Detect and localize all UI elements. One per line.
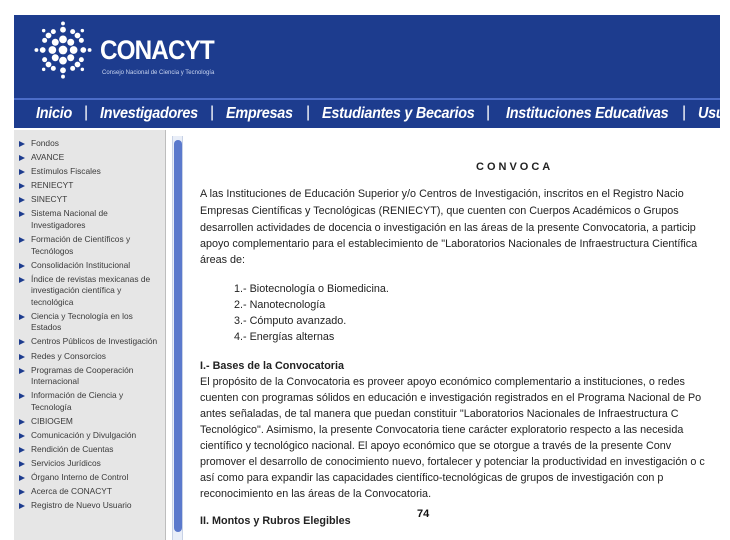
arrow-bullet-icon — [19, 433, 25, 439]
section-2-title: II. Montos y Rubros Elegibles — [200, 515, 351, 527]
intro-line: áreas de: — [200, 254, 246, 266]
area-item: 4.- Energías alternas — [234, 331, 335, 343]
sidebar-item[interactable] — [14, 152, 166, 164]
arrow-bullet-icon — [19, 263, 25, 269]
nav-estudiantes-becarios[interactable]: Estudiantes y Becarios — [322, 105, 475, 122]
sidebar-item[interactable] — [14, 311, 166, 334]
area-item: 3.- Cómputo avanzado. — [234, 315, 347, 327]
sidebar-item[interactable] — [14, 166, 166, 178]
sidebar-item-label: RENIECYT — [31, 180, 74, 191]
sidebar-item[interactable] — [14, 336, 166, 348]
sidebar-item-label: Estímulos Fiscales — [31, 166, 101, 177]
intro-line: apoyo complementario para el establecimiento de "Laboratorios Nacionales de Infraestructura Científica — [200, 238, 698, 250]
sidebar-item-label: Fondos — [31, 138, 59, 148]
section-1-line: antes señaladas, de tal manera que puedan constituir "Laboratorios Nacionales de Infraestructura C — [200, 408, 679, 420]
sidebar-item[interactable] — [14, 365, 166, 388]
arrow-bullet-icon — [19, 169, 25, 175]
intro-line: desarrollen actividades de docencia o investigación en las áreas de la presente Convocatoria, a particip — [200, 222, 696, 234]
nav-separator: | — [682, 104, 687, 121]
sidebar-item[interactable] — [14, 500, 166, 512]
section-1-title: I.- Bases de la Convocatoria — [200, 360, 345, 372]
sidebar-item[interactable] — [14, 234, 166, 257]
arrow-bullet-icon — [19, 211, 25, 217]
sidebar-item[interactable] — [14, 486, 166, 498]
sidebar-item-label: Programas de Cooperación Internacional — [31, 364, 134, 387]
sidebar-item[interactable] — [14, 180, 166, 192]
sidebar-item-label: AVANCE — [31, 152, 65, 163]
arrow-bullet-icon — [19, 197, 25, 203]
sidebar-item[interactable] — [14, 458, 166, 470]
conacyt-logo[interactable] — [34, 21, 234, 93]
nav-investigadores[interactable]: Investigadores — [100, 105, 198, 122]
arrow-bullet-icon — [19, 354, 25, 360]
main-content — [168, 130, 720, 540]
sidebar-item[interactable] — [14, 208, 166, 231]
vertical-scrollbar[interactable] — [172, 136, 183, 540]
sidebar-item-label: Centros Públicos de Investigación — [31, 336, 158, 347]
arrow-bullet-icon — [19, 393, 25, 399]
sidebar-item[interactable] — [14, 194, 166, 206]
sidebar-item-label: Acerca de CONACYT — [31, 486, 112, 497]
section-1-line: promover el desarrollo de conocimiento nuevo, fortalecer y potenciar la productividad en investigación o c — [200, 456, 705, 468]
sidebar-item-label: Rendición de Cuentas — [31, 444, 114, 454]
section-1-line: reconocimiento en las áreas de la Convocatoria. — [200, 488, 432, 500]
sidebar-item-label: Información de Ciencia y Tecnología — [31, 390, 124, 412]
sidebar-item-label: Registro de Nuevo Usuario — [31, 500, 132, 511]
sidebar-list — [14, 138, 166, 514]
sidebar-item-label: CIBIOGEM — [31, 415, 73, 426]
arrow-bullet-icon — [19, 183, 25, 189]
nav-separator: | — [84, 104, 89, 121]
arrow-bullet-icon — [19, 141, 25, 147]
arrow-bullet-icon — [19, 419, 25, 425]
intro-line: A las Instituciones de Educación Superior y/o Centros de Investigación, inscritos en el Registro Nacio — [200, 188, 684, 200]
sidebar-menu — [14, 130, 166, 540]
arrow-bullet-icon — [19, 489, 25, 495]
section-1-line: Tecnológico". Asimismo, la presente Convocatoria tiene carácter exploratorio respecto a las necesida — [200, 424, 684, 436]
sidebar-item[interactable] — [14, 430, 166, 442]
section-1-line: cuenten con programas sólidos en educación e investigación registrados en el Programa Nacional de Po — [200, 392, 702, 404]
document-title: CONVOCA — [476, 161, 554, 173]
arrow-bullet-icon — [19, 503, 25, 509]
sidebar-item-label: Comunicación y Divulgación — [31, 429, 137, 440]
arrow-bullet-icon — [19, 314, 25, 320]
brand-name: CONACYT — [100, 35, 214, 65]
section-1-line: científico y tecnológico nacional. El apoyo económico que se otorgue a través de la presente Conv — [200, 440, 672, 452]
nav-separator: | — [486, 104, 491, 121]
arrow-bullet-icon — [19, 447, 25, 453]
main-nav — [14, 98, 725, 128]
sidebar-item-label: Consolidación Institucional — [31, 259, 131, 270]
nav-separator: | — [306, 104, 311, 121]
sidebar-item-label: Formación de Científicos y Tecnólogos — [31, 234, 131, 256]
section-1-line: así como para expandir las capacidades científico-tecnológicas de grupos de investigación con p — [200, 472, 664, 484]
site-header — [14, 15, 720, 98]
arrow-bullet-icon — [19, 339, 25, 345]
sidebar-item[interactable] — [14, 274, 166, 309]
section-1-line: El propósito de la Convocatoria es proveer apoyo económico complementario a instituciones, o redes — [200, 376, 685, 388]
sidebar-item[interactable] — [14, 416, 166, 428]
arrow-bullet-icon — [19, 475, 25, 481]
sidebar-item-label: Redes y Consorcios — [31, 350, 106, 361]
nav-empresas[interactable]: Empresas — [226, 105, 293, 122]
arrow-bullet-icon — [19, 237, 25, 243]
scrollbar-thumb[interactable] — [174, 140, 182, 532]
nav-separator: | — [210, 104, 215, 121]
arrow-bullet-icon — [19, 155, 25, 161]
nav-usuarios[interactable]: Usu — [698, 105, 725, 122]
sidebar-item[interactable] — [14, 260, 166, 272]
arrow-bullet-icon — [19, 368, 25, 374]
sidebar-item-label: Servicios Jurídicos — [31, 458, 101, 469]
sidebar-item-label: Índice de revistas mexicanas de investigación científica y tecnológica — [31, 273, 151, 307]
arrow-bullet-icon — [19, 277, 25, 283]
sidebar-item[interactable] — [14, 472, 166, 484]
logo-sphere-icon — [34, 21, 92, 79]
area-item: 1.- Biotecnología o Biomedicina. — [234, 283, 389, 295]
arrow-bullet-icon — [19, 461, 25, 467]
sidebar-item[interactable] — [14, 444, 166, 456]
intro-line: Empresas Científicas y Tecnológicas (RENIECYT), que cuenten con Cuerpos Académicos o Grupos — [200, 205, 679, 217]
slide-page-number: 74 — [417, 508, 430, 520]
sidebar-item-label: Sistema Nacional de Investigadores — [31, 208, 108, 230]
sidebar-item[interactable] — [14, 351, 166, 363]
sidebar-item-label: Ciencia y Tecnología en los Estados — [31, 310, 133, 333]
area-item: 2.- Nanotecnología — [234, 299, 326, 311]
sidebar-item[interactable] — [14, 138, 166, 150]
sidebar-item-label: SINECYT — [31, 194, 68, 205]
brand-subtitle: Consejo Nacional de Ciencia y Tecnología — [102, 70, 215, 76]
sidebar-item[interactable] — [14, 390, 166, 413]
sidebar-item-label: Órgano Interno de Control — [31, 472, 129, 483]
nav-inicio[interactable]: Inicio — [36, 105, 72, 122]
nav-instituciones-educativas[interactable]: Instituciones Educativas — [506, 105, 669, 122]
